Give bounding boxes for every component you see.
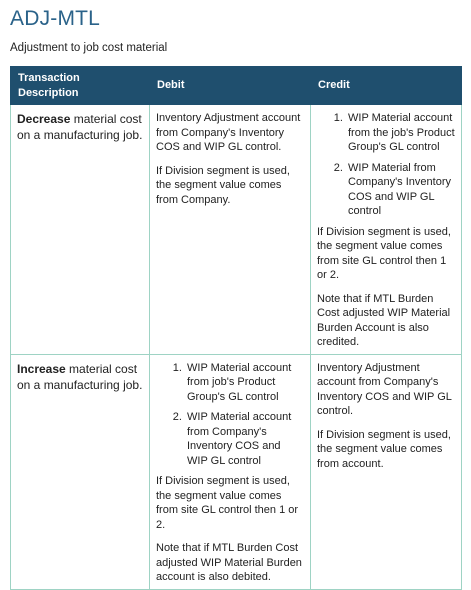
page-subtitle: Adjustment to job cost material bbox=[10, 42, 168, 54]
credit-paragraph: If Division segment is used, the segment value comes from site GL control then 1 or 2. bbox=[317, 225, 451, 281]
credit-paragraph: If Division segment is used, the segment value comes from account. bbox=[317, 428, 451, 470]
list-item: 2. WIP Material from Company's Inventory COS and WIP GL control bbox=[346, 161, 455, 219]
credit-cell bbox=[311, 354, 462, 589]
credit-paragraph: Note that if MTL Burden Cost adjusted WIP Material Burden Account is also credited. bbox=[317, 292, 451, 348]
header-debit: Debit bbox=[150, 67, 311, 105]
header-credit: Credit bbox=[311, 67, 462, 105]
debit-paragraph: Note that if MTL Burden Cost adjusted WIP Material Burden account is also debited. bbox=[156, 542, 302, 583]
credit-list bbox=[317, 111, 455, 219]
debit-paragraph: Inventory Adjustment account from Company's Inventory COS and WIP GL control. bbox=[156, 112, 301, 153]
list-item: 1. WIP Material account from the job's Product Group's GL control bbox=[346, 111, 455, 155]
table-row bbox=[11, 105, 462, 355]
table-row bbox=[11, 354, 462, 589]
debit-list bbox=[156, 361, 304, 469]
description-keyword: Decrease bbox=[17, 112, 71, 126]
debit-paragraph: If Division segment is used, the segment value comes from Company. bbox=[156, 164, 290, 206]
debit-paragraph: If Division segment is used, the segment value comes from site GL control then 1 or 2. bbox=[156, 475, 299, 531]
list-item: 1. WIP Material account from job's Product Group's GL control bbox=[185, 361, 304, 405]
description-text: material cost on a manufacturing job. bbox=[17, 112, 143, 142]
row-description bbox=[11, 105, 150, 355]
description-keyword: Increase bbox=[17, 361, 66, 376]
row-description bbox=[11, 354, 150, 589]
list-item: 2. WIP Material account from Company's Inventory COS and WIP GL control bbox=[185, 410, 304, 468]
page-title: ADJ-MTL bbox=[10, 7, 101, 30]
debit-cell bbox=[150, 105, 311, 355]
header-transaction-description: Transaction Description bbox=[11, 67, 150, 105]
gl-transaction-table bbox=[10, 66, 462, 590]
credit-paragraph: Inventory Adjustment account from Company's Inventory COS and WIP GL control. bbox=[317, 361, 452, 417]
credit-cell bbox=[311, 105, 462, 355]
description-text: material cost on a manufacturing job. bbox=[17, 361, 143, 392]
table-header-row bbox=[11, 67, 462, 105]
debit-cell bbox=[150, 354, 311, 589]
